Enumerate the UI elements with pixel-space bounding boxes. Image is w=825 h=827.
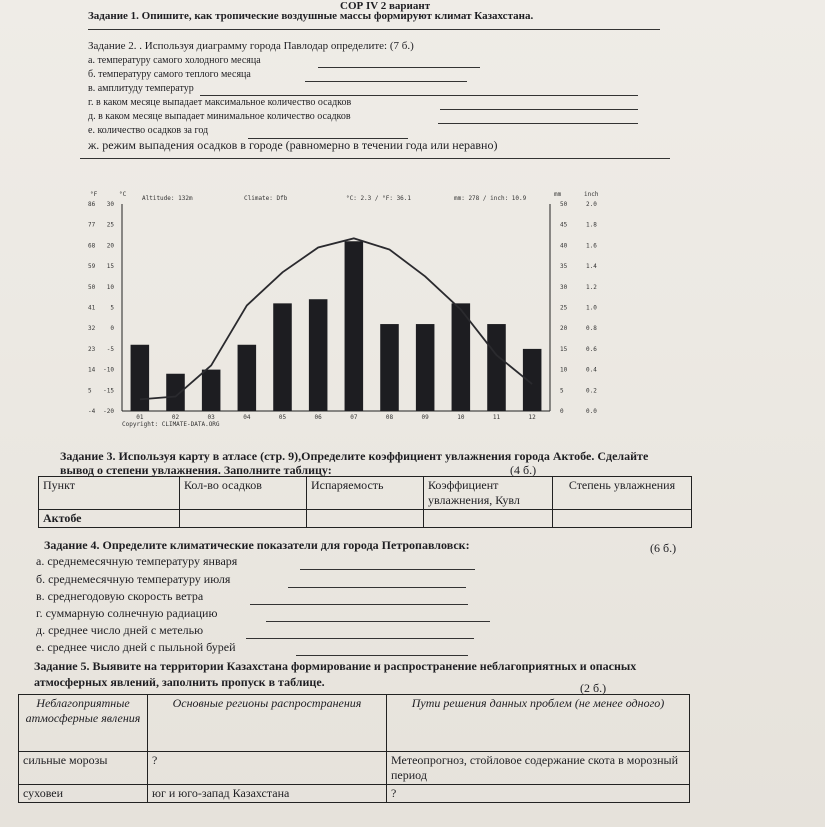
answer-line <box>305 81 467 82</box>
copyright-label: Copyright: CLIMATE-DATA.ORG <box>122 421 220 428</box>
answer-line <box>246 638 474 639</box>
month-label: 07 <box>350 414 358 421</box>
tick-label-inch: 1.0 <box>586 304 597 312</box>
precip-bar <box>273 303 292 411</box>
tick-label-mm: 40 <box>560 242 568 250</box>
header-cell: Неблагоприятные атмосферные явления <box>19 695 148 752</box>
tick-label-c: 20 <box>106 242 114 250</box>
task2-item-g: ж. режим выпадения осадков в городе (равномерно в течении года или неравно) <box>88 138 498 152</box>
tick-label-f: 68 <box>88 242 96 250</box>
tick-label-mm: 10 <box>560 366 568 374</box>
task4-item-f: е. среднее число дней с пыльной бурей <box>36 640 236 654</box>
table-row <box>19 752 690 785</box>
table-header-row <box>39 477 692 510</box>
answer-line <box>288 587 466 588</box>
table-cell: суховеи <box>19 785 148 803</box>
task4-item-a: а. среднемесячную температуру января <box>36 554 238 568</box>
tick-label-mm: 15 <box>560 345 568 353</box>
precip-bar <box>416 324 435 411</box>
tick-label-inch: 0.2 <box>586 387 597 395</box>
month-label: 04 <box>243 414 251 421</box>
tick-label-inch: 1.8 <box>586 221 597 229</box>
tick-label-mm: 20 <box>560 325 568 333</box>
unit-f-label: °F <box>90 191 98 198</box>
unit-inch-label: inch <box>584 191 599 198</box>
tick-label-inch: 0.8 <box>586 325 597 333</box>
month-label: 01 <box>136 414 144 421</box>
header-cell: Степень увлажнения <box>553 477 692 510</box>
task2-item-f: е. количество осадков за год <box>88 125 209 136</box>
tick-label-c: 25 <box>106 221 114 229</box>
task3-points: (4 б.) <box>510 463 537 477</box>
answer-line <box>266 621 490 622</box>
tick-label-inch: 0.6 <box>586 345 597 353</box>
answer-line <box>438 123 638 124</box>
month-label: 06 <box>314 414 322 421</box>
precip-bar <box>309 299 328 411</box>
tick-label-inch: 0.4 <box>586 366 597 374</box>
table-row <box>19 785 690 803</box>
header-cell: Коэффициент увлажнения, Кувл <box>424 477 553 510</box>
task2-item-d: г. в каком месяце выпадает максимальное количество осадков <box>88 97 352 108</box>
table-cell[interactable] <box>553 510 692 528</box>
task2-item-c: в. амплитуду температур <box>88 83 194 94</box>
table-cell[interactable]: ? <box>148 752 387 785</box>
task3-text-2: вывод о степени увлажнения. Заполните таблицу: <box>60 463 332 477</box>
tick-label-inch: 2.0 <box>586 201 597 208</box>
task2-item-a: а. температуру самого холодного месяца <box>88 55 261 66</box>
tick-label-f: 86 <box>88 201 96 208</box>
task4-item-b: б. среднемесячную температуру июля <box>36 572 231 586</box>
task4-item-c: в. среднегодовую скорость ветра <box>36 589 204 603</box>
header-cell: Испаряемость <box>307 477 424 510</box>
tick-label-c: 10 <box>106 283 114 291</box>
tick-label-c: 15 <box>106 263 114 271</box>
table-cell[interactable] <box>180 510 307 528</box>
task4-item-e: д. среднее число дней с метелью <box>36 623 204 637</box>
precip-bar <box>487 324 506 411</box>
table-cell: юг и юго-запад Казахстана <box>148 785 387 803</box>
header-cell: Пункт <box>39 477 180 510</box>
temp-mean-label: °C: 2.3 / °F: 36.1 <box>346 195 412 202</box>
tick-label-f: 41 <box>88 304 96 312</box>
precip-bar <box>452 303 471 411</box>
tick-label-mm: 30 <box>560 283 568 291</box>
tick-label-mm: 50 <box>560 201 568 208</box>
tick-label-c: 0 <box>110 325 114 333</box>
answer-line <box>300 569 475 570</box>
tick-label-f: 77 <box>88 221 96 229</box>
tick-label-mm: 45 <box>560 221 568 229</box>
task5-table <box>18 694 690 803</box>
task5-text-1: Задание 5. Выявите на территории Казахстана формирование и распространение неблагоприятных и опасных <box>34 659 637 673</box>
answer-line <box>440 109 638 110</box>
precip-bar <box>202 370 221 411</box>
tick-label-inch: 1.4 <box>586 263 597 271</box>
month-label: 11 <box>492 414 501 421</box>
answer-line <box>318 67 480 68</box>
header-cell: Основные регионы распространения <box>148 695 387 752</box>
climate-chart <box>74 186 734 436</box>
table-cell[interactable] <box>307 510 424 528</box>
precip-bar <box>131 345 150 411</box>
month-label: 02 <box>171 414 180 421</box>
precip-bar <box>380 324 399 411</box>
table-cell: сильные морозы <box>19 752 148 785</box>
task5-text-2: атмосферных явлений, заполнить пропуск в таблице. <box>34 675 325 689</box>
unit-c-label: °C <box>119 191 127 198</box>
month-label: 12 <box>528 414 536 421</box>
tick-label-mm: 25 <box>560 304 568 312</box>
tick-label-c: -20 <box>103 408 114 415</box>
month-label: 08 <box>385 414 394 421</box>
tick-label-f: 5 <box>88 387 92 395</box>
task5-points: (2 б.) <box>580 681 607 695</box>
precip-total-label: mm: 278 / inch: 10.9 <box>454 195 527 202</box>
month-label: 03 <box>207 414 215 421</box>
tick-label-inch: 0.0 <box>586 408 597 415</box>
tick-label-c: -15 <box>103 387 114 395</box>
table-header-row <box>19 695 690 752</box>
tick-label-mm: 35 <box>560 263 568 271</box>
tick-label-mm: 5 <box>560 387 564 395</box>
month-label: 05 <box>278 414 287 421</box>
precip-bar <box>238 345 257 411</box>
tick-label-f: 50 <box>88 283 96 291</box>
temperature-line <box>140 238 532 399</box>
table-cell: Актобе <box>39 510 180 528</box>
precip-bar <box>166 374 185 411</box>
answer-line <box>250 604 468 605</box>
tick-label-f: 32 <box>88 325 96 333</box>
unit-mm-label: mm <box>554 191 562 198</box>
variant-header: СОР IV 2 вариант <box>340 0 431 12</box>
answer-line <box>296 655 468 656</box>
task4-points: (6 б.) <box>650 541 677 555</box>
task3-table <box>38 476 692 528</box>
answer-line <box>88 29 660 30</box>
climate-label: Climate: Dfb <box>244 195 288 202</box>
table-cell[interactable]: ? <box>387 785 690 803</box>
header-cell: Кол-во осадков <box>180 477 307 510</box>
tick-label-f: 23 <box>88 345 96 353</box>
task2-item-b: б. температуру самого теплого месяца <box>88 69 251 80</box>
header-cell: Пути решения данных проблем (не менее одного) <box>387 695 690 752</box>
table-cell[interactable] <box>424 510 553 528</box>
tick-label-c: -5 <box>106 345 114 353</box>
tick-label-inch: 1.6 <box>586 242 597 250</box>
tick-label-f: 14 <box>88 366 96 374</box>
tick-label-c: 30 <box>106 201 114 208</box>
tick-label-f: -4 <box>88 408 96 415</box>
tick-label-c: 5 <box>110 304 114 312</box>
tick-label-inch: 1.2 <box>586 283 597 291</box>
answer-line <box>200 95 638 96</box>
task4-title: Задание 4. Определите климатические показатели для города Петропавловск: <box>44 538 470 552</box>
task3-text-1: Задание 3. Используя карту в атласе (стр. 9),Определите коэффициент увлажнения города Актобе. Сделайте <box>60 449 649 463</box>
task4-item-d: г. суммарную солнечную радиацию <box>36 606 218 620</box>
tick-label-mm: 0 <box>560 408 564 415</box>
answer-line <box>80 158 670 159</box>
month-label: 10 <box>457 414 465 421</box>
tick-label-f: 59 <box>88 263 96 271</box>
task1-text: Задание 1. Опишите, как тропические воздушные массы формируют климат Казахстана. <box>88 10 534 22</box>
altitude-label: Altitude: 132m <box>142 195 193 202</box>
precip-bar <box>345 241 364 411</box>
table-row <box>39 510 692 528</box>
tick-label-c: -10 <box>103 366 114 374</box>
table-cell: Метеопрогноз, стойловое содержание скота в морозный период <box>387 752 690 785</box>
task2-title: Задание 2. . Используя диаграмму города Павлодар определите: (7 б.) <box>88 40 414 52</box>
month-label: 09 <box>421 414 429 421</box>
task2-item-e: д. в каком месяце выпадает минимальное количество осадков <box>88 111 351 122</box>
